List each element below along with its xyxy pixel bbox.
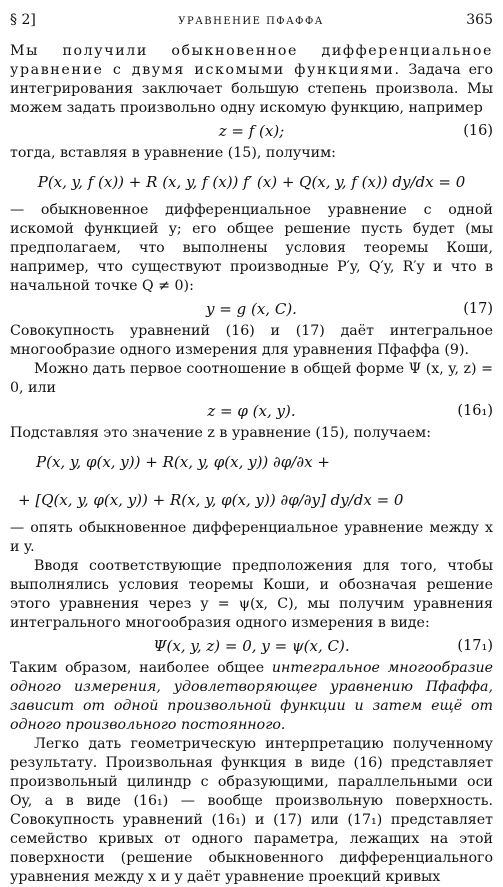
equation-16-1: [10, 398, 493, 424]
chapter-title: УРАВНЕНИЕ ПФАФФА: [178, 16, 324, 27]
paragraph-4: Совокупность уравнений (16) и (17) даёт интегральное многообразие одного измерения для уравнения Пфаффа (9).: [10, 323, 493, 358]
equation-17-1-body: Ψ(x, y, z) = 0, y = ψ(x, C).: [153, 637, 350, 655]
equation-16-number: (16): [463, 123, 493, 139]
equation-17-1: [10, 633, 493, 659]
paragraph-1: [10, 42, 493, 118]
equation-long-line-2-body: + [Q(x, y, φ(x, y)) + R(x, y, φ(x, y)) ∂φ/∂y] dy/dx = 0: [18, 491, 404, 509]
paragraph-3: — обыкновенное дифференциальное уравнение с одной искомой функцией y; его общее решение пусть будет (мы предполагаем, что выполнены условия теоремы Коши, например, что существуют производные P′y, Q′y, R′y и что в начальной точке Q ≠ 0):: [10, 202, 493, 294]
running-header: [10, 12, 493, 28]
paragraph-2: тогда, вставляя в уравнение (15), получим:: [10, 145, 336, 161]
paragraph-9-italic: интегральное многообразие одного измерения, удовлетворяющее уравнению Пфаффа, зависит от одной произвольной функции и затем ещё от одного произвольного постоянного.: [10, 660, 493, 733]
equation-17-body: y = g (x, C).: [206, 300, 297, 318]
equation-16-1-body: z = φ (x, y).: [207, 402, 296, 420]
paragraph-1-spaced: Мы получили обыкновенное дифференциальное уравнение с двумя искомыми функциями.: [10, 43, 493, 78]
equation-16-body: z = f (x);: [218, 122, 285, 140]
paragraph-9: [10, 659, 493, 735]
equation-17: [10, 296, 493, 322]
equation-long-line-1: [10, 443, 493, 481]
paragraph-7: — опять обыкновенное дифференциальное уравнение между x и y.: [10, 520, 493, 555]
equation-substituted: [10, 163, 493, 201]
equation-17-number: (17): [463, 301, 493, 317]
equation-long-line-1-body: P(x, y, φ(x, y)) + R(x, y, φ(x, y)) ∂φ/∂x +: [36, 453, 330, 471]
page-number: 365: [466, 12, 493, 28]
paragraph-10: Легко дать геометрическую интерпретацию полученному результату. Произвольная функция в виде (16) представляет произвольный цилиндр с образующими, параллельными оси Oy, а в виде (16₁) — вообще произвольную поверхность. Совокупность уравнений (16₁) и (17) или (17₁) представляет семейство кривых от одного параметра, лежащих на этой поверхности (решение обыкновенного дифференциального уравнения между x и y даёт уравнение проекций кривых: [10, 736, 493, 885]
paragraph-1-rest: Задача его интегрирования заключает большую степень произвола. Мы можем задать произвольно одну искомую функцию, например: [10, 62, 493, 116]
equation-16: [10, 118, 493, 144]
equation-substituted-body: P(x, y, f (x)) + R (x, y, f (x)) f′ (x) + Q(x, y, f (x)) dy/dx = 0: [37, 173, 466, 191]
equation-16-1-number: (16₁): [457, 403, 493, 419]
paragraph-8: Вводя соответствующие предположения для того, чтобы выполнялись условия теоремы Коши, и обозначая решение этого уравнения через y = ψ(x, C), мы получим уравнения интегрального многообразия одного измерения в виде:: [10, 558, 493, 631]
section-marker: § 2]: [10, 12, 36, 28]
paragraph-6: Подставляя это значение z в уравнение (15), получаем:: [10, 425, 431, 441]
equation-long-line-2: [10, 481, 493, 519]
paragraph-9-normal: Таким образом, наиболее общее: [10, 660, 265, 676]
paragraph-5: Можно дать первое соотношение в общей форме Ψ (x, y, z) = 0, или: [10, 361, 493, 396]
equation-17-1-number: (17₁): [457, 638, 493, 654]
